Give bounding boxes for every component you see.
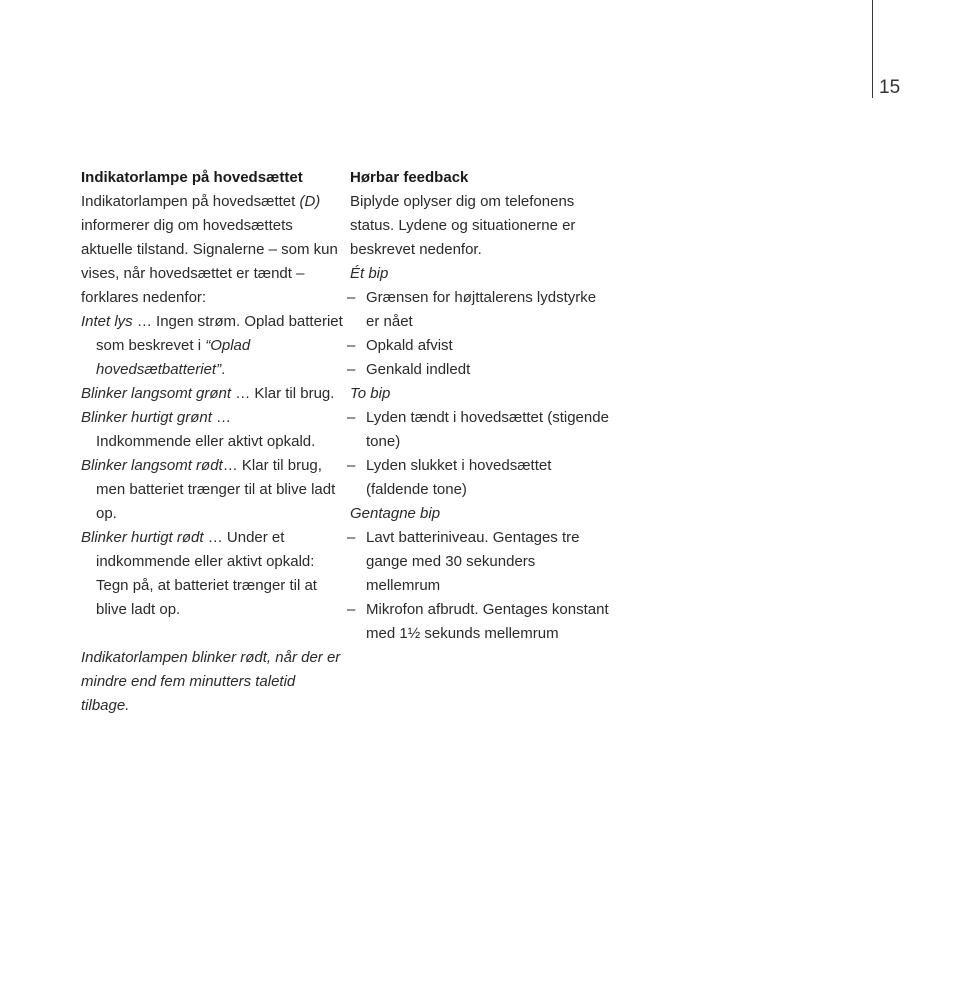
dash-bullet: – xyxy=(347,361,356,378)
entry-reference: “Oplad hovedsætbatteriet” xyxy=(96,337,251,378)
entry-term: Blinker hurtigt grønt xyxy=(81,409,212,426)
entry-separator: … xyxy=(211,409,232,426)
dash-bullet: – xyxy=(347,289,356,306)
entry-text: Under et indkommende eller aktivt opkald: Tegn på, at batteriet trænger til at blive ladt op. xyxy=(96,529,317,618)
dash-bullet: – xyxy=(347,457,356,474)
entry-term: Blinker langsomt grønt xyxy=(81,385,232,402)
entry-end: . xyxy=(221,361,226,378)
entry-term: Blinker hurtigt rødt xyxy=(81,529,204,546)
list-item-text: Lyden tændt i hovedsættet (stigende tone) xyxy=(366,409,609,450)
group-title-two-beeps: To bip xyxy=(350,385,391,402)
list-item xyxy=(347,286,610,334)
list-item-text: Opkald afvist xyxy=(366,337,453,354)
list-item-text: Lavt batteriniveau. Gentages tre gange med 30 sekunders mellemrum xyxy=(366,529,580,594)
entry-separator: … xyxy=(132,313,157,330)
indicator-intro xyxy=(81,190,343,310)
dash-bullet: – xyxy=(347,337,356,354)
group-title-repeated-beeps: Gentagne bip xyxy=(350,505,441,522)
entry-term: Blinker langsomt rødt xyxy=(81,457,223,474)
intro-label-d: (D) xyxy=(299,193,321,210)
group-title-one-beep: Ét bip xyxy=(350,265,389,282)
list-item-text: Mikrofon afbrudt. Gentages konstant med 1½ sekunds mellemrum xyxy=(366,601,609,642)
entry-text: Klar til brug, men batteriet trænger til at blive ladt op. xyxy=(96,457,336,522)
list-item-text: Genkald indledt xyxy=(366,361,471,378)
section-heading-audio-feedback: Hørbar feedback xyxy=(350,169,469,186)
indicator-entry-slow-green xyxy=(81,382,343,406)
dash-bullet: – xyxy=(347,409,356,426)
list-item xyxy=(347,454,610,502)
spacer xyxy=(81,622,343,646)
page-margin-rule xyxy=(872,0,873,98)
entry-text: Indkommende eller aktivt opkald. xyxy=(96,433,316,450)
left-column xyxy=(81,166,343,718)
list-item xyxy=(347,358,610,382)
list-item-text: Grænsen for højttalerens lydstyrke er nået xyxy=(366,289,597,330)
intro-text-2: informerer dig om hovedsættets aktuelle tilstand. Signalerne – som kun vises, når hovedsættet er tændt – forklares nedenfor: xyxy=(81,217,338,306)
right-column xyxy=(347,166,610,646)
indicator-entry-fast-green xyxy=(81,406,343,454)
list-item xyxy=(347,598,610,646)
indicator-entry-slow-red xyxy=(81,454,343,526)
indicator-entry-no-light xyxy=(81,310,343,382)
intro-text-1: Indikatorlampen på hovedsættet xyxy=(81,193,296,210)
dash-bullet: – xyxy=(347,601,356,618)
list-item xyxy=(347,406,610,454)
audio-intro: Biplyde oplyser dig om telefonens status. Lydene og situationerne er beskrevet nedenfor. xyxy=(350,193,576,258)
indicator-entry-fast-red xyxy=(81,526,343,622)
section-heading-indicator: Indikatorlampe på hovedsættet xyxy=(81,169,303,186)
dash-bullet: – xyxy=(347,529,356,546)
list-item xyxy=(347,526,610,598)
entry-separator: … xyxy=(231,385,255,402)
list-item-text: Lyden slukket i hovedsættet (faldende tone) xyxy=(366,457,552,498)
entry-text: Ingen strøm. Oplad batteriet som beskrevet i xyxy=(96,313,343,354)
indicator-note: Indikatorlampen blinker rødt, når der er mindre end fem minutters taletid tilbage. xyxy=(81,649,341,714)
page-number: 15 xyxy=(879,77,901,98)
entry-separator: … xyxy=(222,457,242,474)
entry-term: Intet lys xyxy=(81,313,133,330)
entry-separator: … xyxy=(203,529,227,546)
list-item xyxy=(347,334,610,358)
entry-text: Klar til brug. xyxy=(254,385,335,402)
